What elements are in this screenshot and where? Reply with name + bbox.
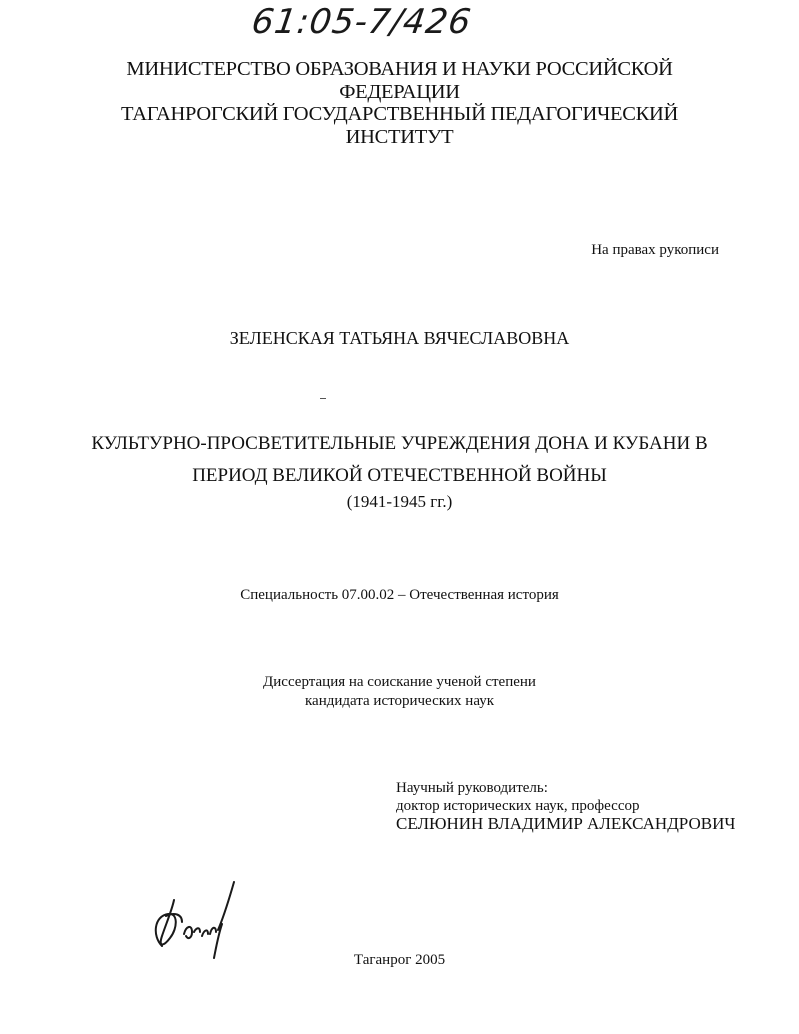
manuscript-note: На правах рукописи [591,242,719,258]
degree-line-2: кандидата исторических наук [304,693,495,709]
catalog-number: 61:05-7/426 [249,2,475,42]
thesis-title-line-2: ПЕРИОД ВЕЛИКОЙ ОТЕЧЕСТВЕННОЙ ВОЙНЫ [192,465,607,486]
supervisor-block [396,779,735,833]
author-name: ЗЕЛЕНСКАЯ ТАТЬЯНА ВЯЧЕСЛАВОВНА [229,328,570,348]
institution-line-2: ФЕДЕРАЦИИ [339,80,460,103]
institution-line-4: ИНСТИТУТ [345,125,454,148]
specialty-line: Специальность 07.00.02 – Отечественная история [240,587,559,603]
institution-line-1: МИНИСТЕРСТВО ОБРАЗОВАНИЯ И НАУКИ РОССИЙСКОЙ [126,58,673,80]
supervisor-label: Научный руководитель: [396,780,548,796]
thesis-title-line-1: КУЛЬТУРНО-ПРОСВЕТИТЕЛЬНЫЕ УЧРЕЖДЕНИЯ ДОНА И КУБАНИ В [91,433,708,454]
institution-line-3: ТАГАНРОГСКИЙ ГОСУДАРСТВЕННЫЙ ПЕДАГОГИЧЕСКИЙ [121,103,678,125]
stray-mark [320,398,326,399]
degree-line-1: Диссертация на соискание ученой степени [263,674,536,690]
city-year: Таганрог 2005 [353,952,446,968]
thesis-title [0,428,799,492]
degree-statement [0,673,799,711]
institution-block [0,58,799,148]
supervisor-name: СЕЛЮНИН ВЛАДИМИР АЛЕКСАНДРОВИЧ [396,814,736,833]
thesis-years: (1941-1945 гг.) [346,492,453,511]
supervisor-title: доктор исторических наук, профессор [396,798,640,814]
